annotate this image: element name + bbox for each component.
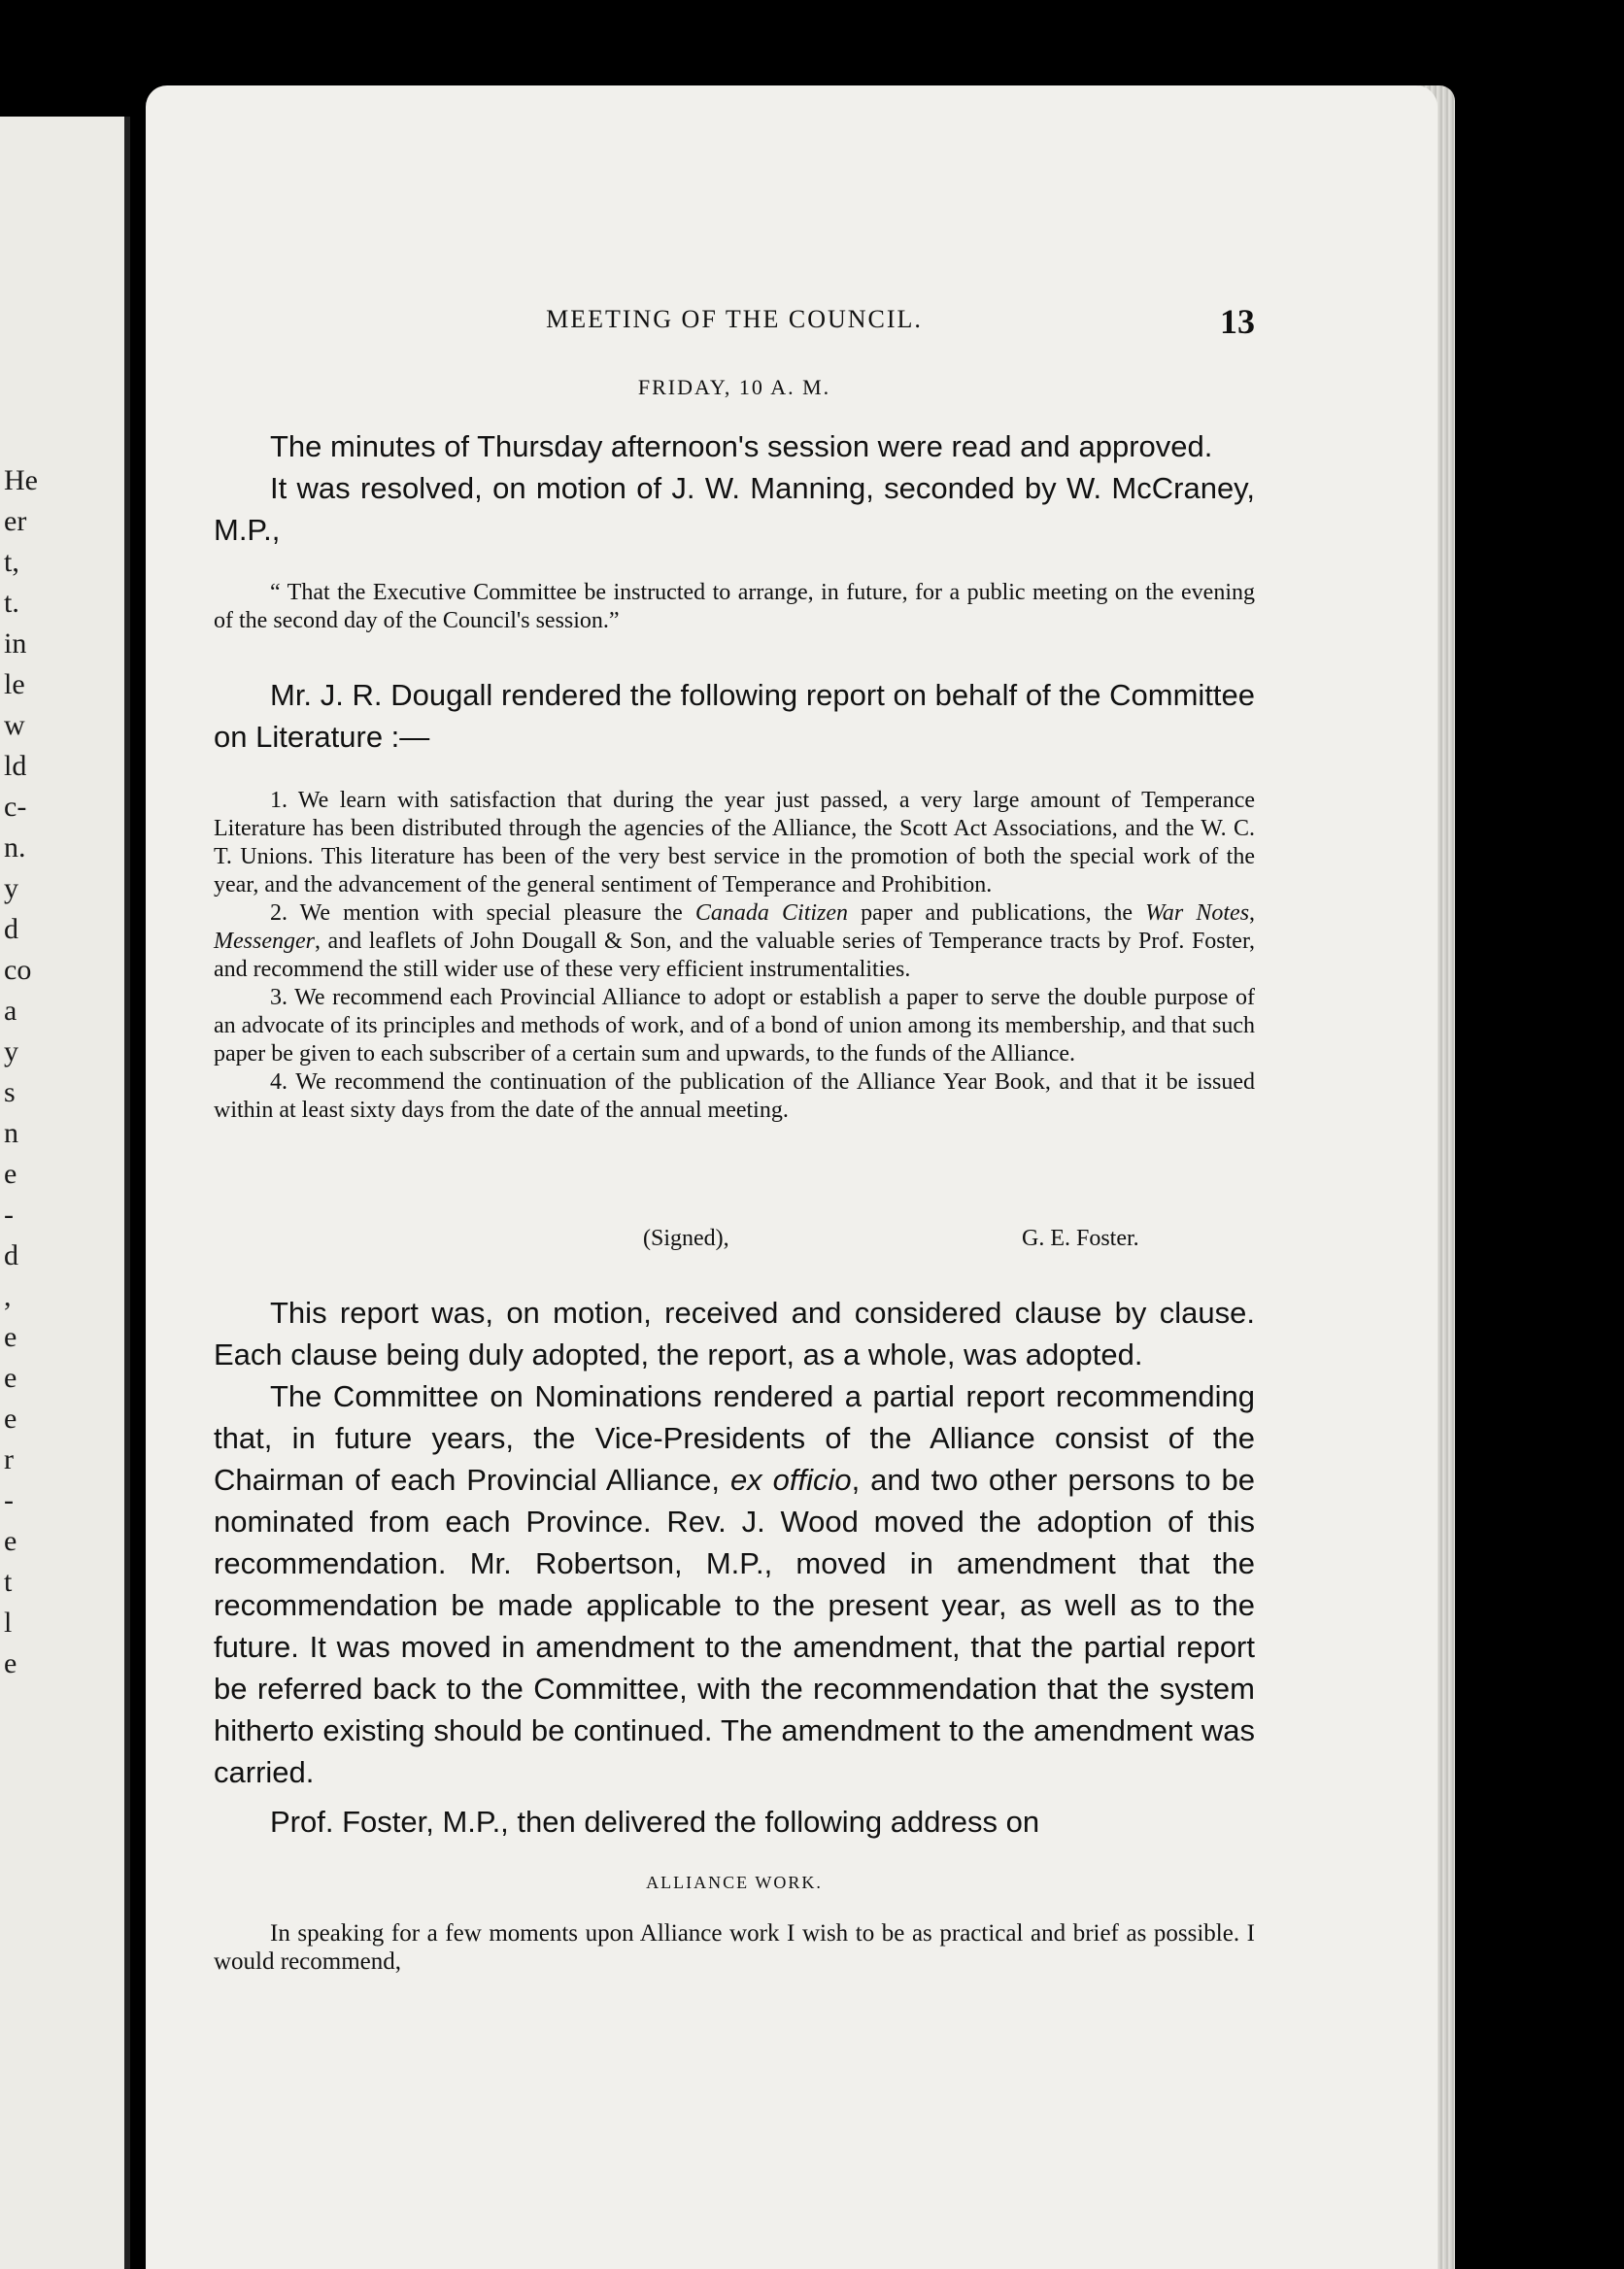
paragraph-minutes: The minutes of Thursday afternoon's session were read and approved. — [270, 429, 1213, 463]
report-clause-3: 3. We recommend each Provincial Alliance to adopt or establish a paper to serve the double purpose of an advocate of its principles and methods of work, and of a bond of union among its membership, and that such paper be given to each subscriber of a certain sum and upwards, to the funds of the Alliance. — [214, 985, 1255, 1067]
clause-2-text-d: , and leaflets of John Dougall & Son, and the valuable series of Temperance tracts by Prof. Foster, and recommend the still wider use of these very efficient instrumentalities. — [214, 929, 1255, 982]
signatory-name: G. E. Foster. — [1022, 1226, 1139, 1251]
report-signature — [214, 1226, 1255, 1259]
facing-page-fragment: e — [4, 1403, 17, 1435]
facing-page-fragment: e — [4, 1525, 17, 1557]
facing-page-fragment: t. — [4, 587, 19, 619]
nominations-text-b: , and two other persons to be nominated from each Province. Rev. J. Wood moved the adoption of this recommendation. Mr. Robertson, M.P., moved in amendment that the recommendation be made applicable to the present year, as well as to the future. It was moved in amendment to the amendment, that the partial report be referred back to the Committee, with the recommendation that the system hitherto existing should be continued. The amendment to the amendment was carried. — [214, 1463, 1255, 1789]
session-heading: FRIDAY, 10 A. M. — [637, 375, 831, 399]
facing-page-fragment: t — [4, 1566, 13, 1598]
facing-page-fragment: ld — [4, 750, 27, 782]
address-heading: ALLIANCE WORK. — [646, 1873, 823, 1892]
facing-page-fragment: c- — [4, 791, 27, 823]
facing-page-fragment: - — [4, 1199, 14, 1231]
facing-page-fragment: w — [4, 709, 25, 741]
literature-report — [214, 787, 1255, 1125]
resolution-quote — [214, 579, 1255, 635]
running-title: MEETING OF THE COUNCIL. — [546, 305, 923, 333]
facing-page-fragment: He — [4, 464, 38, 496]
facing-page-fragment: co — [4, 954, 32, 986]
facing-page-left — [0, 117, 130, 2269]
nominations-text-a: The Committee on Nominations rendered a partial report recommending that, in future years, the Vice-Presidents of the Alliance consist of the Chairman of each Provincial Alliance, — [214, 1379, 1255, 1497]
opening-paragraphs — [214, 425, 1255, 551]
page-number: 13 — [1220, 302, 1255, 341]
facing-page-fragment: t, — [4, 546, 19, 578]
paragraph-nominations — [214, 1375, 1255, 1793]
report-clause-4: 4. We recommend the continuation of the publication of the Alliance Year Book, and that it be issued within at least sixty days from the date of the annual meeting. — [214, 1069, 1255, 1123]
dougall-paragraph — [214, 674, 1255, 758]
facing-page-fragment: e — [4, 1158, 17, 1190]
address-opening — [214, 1919, 1255, 1976]
facing-page-fragment: - — [4, 1484, 14, 1516]
quote-text: “ That the Executive Committee be instructed to arrange, in future, for a public meeting on the evening of the second day of the Council's session.” — [214, 580, 1255, 633]
facing-page-fragment: , — [4, 1280, 12, 1312]
facing-page-fragment: s — [4, 1076, 16, 1108]
facing-page-fragment: in — [4, 627, 27, 660]
facing-page-fragment: n — [4, 1117, 18, 1149]
facing-page-fragment: e — [4, 1321, 17, 1353]
facing-page-fragment: d — [4, 913, 18, 945]
clause-2-text-c: , — [1249, 900, 1256, 926]
facing-page-fragment: a — [4, 995, 17, 1027]
nominations-ex-officio: ex officio — [729, 1463, 852, 1497]
facing-page-fragment: d — [4, 1239, 18, 1271]
signed-label: (Signed), — [643, 1226, 729, 1251]
clause-2-war-notes: War Notes — [1145, 900, 1250, 926]
address-opening-text: In speaking for a few moments upon Alliance work I wish to be as practical and brief as possible. I would recommend, — [214, 1920, 1255, 1975]
paragraph-received: This report was, on motion, received and considered clause by clause. Each clause being duly adopted, the report, as a whole, was adopted. — [214, 1296, 1255, 1372]
paragraph-resolved: It was resolved, on motion of J. W. Manning, seconded by W. McCraney, M.P., — [214, 471, 1255, 547]
clause-2-text-a: 2. We mention with special pleasure the — [270, 900, 683, 926]
paragraph-foster: Prof. Foster, M.P., then delivered the following address on — [270, 1805, 1040, 1839]
facing-page-fragment: er — [4, 505, 27, 537]
facing-page-fragment: e — [4, 1647, 17, 1679]
facing-page-fragment: l — [4, 1607, 13, 1639]
report-clause-2 — [214, 899, 1255, 984]
clause-2-text-b: paper and publications, the — [861, 900, 1133, 926]
paragraph-dougall: Mr. J. R. Dougall rendered the following report on behalf of the Committee on Literature :— — [214, 678, 1255, 754]
facing-page-fragment: n. — [4, 831, 26, 864]
report-clause-1: 1. We learn with satisfaction that during the year just passed, a very large amount of Temperance Literature has been distributed through the agencies of the Alliance, the Scott Act Associations, and the W. C. T. Unions. This literature has been of the very best service in the promotion of both the special work of the year, and the advancement of the general sentiment of Temperance and Prohibition. — [214, 788, 1255, 897]
facing-page-fragment: r — [4, 1443, 14, 1475]
clause-2-canada-citizen: Canada Citizen — [694, 900, 849, 926]
facing-page-fragment: e — [4, 1362, 17, 1394]
facing-page-fragment: le — [4, 668, 25, 700]
after-report-paragraphs — [214, 1292, 1255, 1843]
facing-page-fragment: y — [4, 872, 18, 904]
running-head — [214, 301, 1255, 340]
facing-page-fragment: y — [4, 1035, 18, 1067]
clause-2-messenger: Messenger — [214, 929, 315, 954]
